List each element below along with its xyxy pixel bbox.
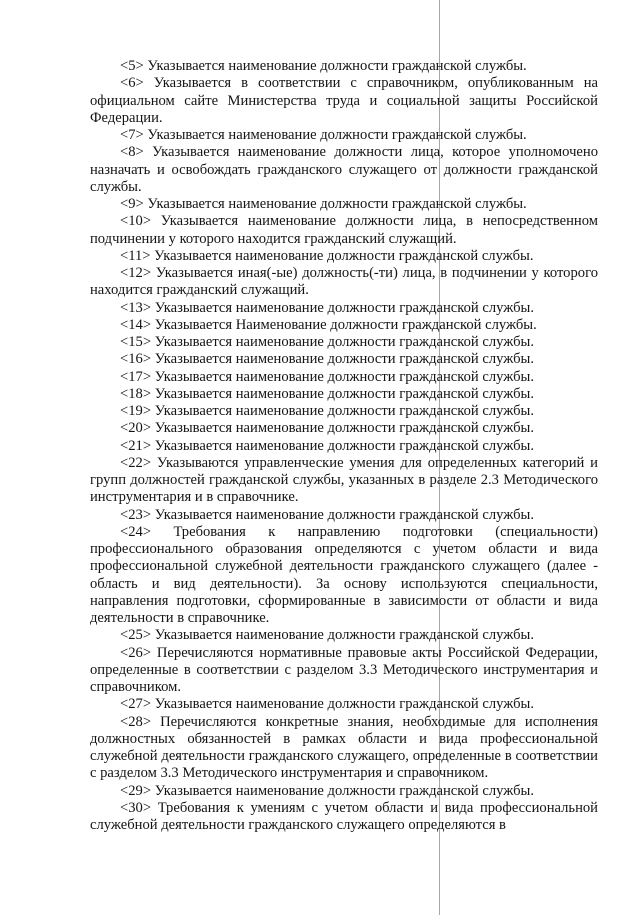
footnote-16: <16> Указывается наименование должности гражданской службы. (120, 351, 535, 368)
footnote-24: <24> Требования к направлению подготовки (специальности) профессионального образования определяются с учетом области и вида профессиональной служебной деятельности гражданского служащего (далее - область и вид деятельности). За основу используются специальности, направления подготовки, сформированные в зависимости от области и вида деятельности в справочнике. (90, 523, 598, 626)
footnote-10: <10> Указывается наименование должности лица, в непосредственном подчинении у которого находится гражданский служащий. (90, 213, 598, 247)
footnote-26: <26> Перечисляются нормативные правовые акты Российской Федерации, определенные в соответствии с разделом 3.3 Методического инструментария и справочником. (90, 644, 598, 695)
footnote-14: <14> Указывается Наименование должности гражданской службы. (120, 316, 537, 333)
footnote-30: <30> Требования к умениям с учетом области и вида профессиональной служебной деятельности гражданского служащего определяются в (90, 799, 598, 833)
footnote-13: <13> Указывается наименование должности гражданской службы. (120, 299, 535, 316)
footnote-8: <8> Указывается наименование должности лица, которое уполномочено назначать и освобождать гражданского служащего от должности гражданской службы. (90, 144, 598, 195)
footnote-23: <23> Указывается наименование должности гражданской службы. (120, 506, 535, 523)
footnote-12: <12> Указывается иная(-ые) должность(-ти) лица, в подчинении у которого находится гражданский служащий. (90, 265, 598, 299)
footnote-18: <18> Указывается наименование должности гражданской службы. (120, 385, 535, 402)
footnote-9: <9> Указывается наименование должности гражданской службы. (120, 196, 527, 212)
footnote-20: <20> Указывается наименование должности гражданской службы. (120, 420, 535, 437)
footnote-17: <17> Указывается наименование должности гражданской службы. (120, 368, 535, 385)
footnote-28: <28> Перечисляются конкретные знания, необходимые для исполнения должностных обязанностей в рамках области и вида профессиональной служебной деятельности гражданского служащего, определенные в соответствии с разделом 3.3 Методического инструментария и справочником. (90, 713, 598, 782)
footnotes-body (90, 58, 598, 834)
footnote-11: <11> Указывается наименование должности гражданской службы. (120, 247, 534, 264)
footnote-21: <21> Указывается наименование должности гражданской службы. (120, 437, 535, 454)
footnote-29: <29> Указывается наименование должности гражданской службы. (120, 782, 535, 799)
footnote-6: <6> Указывается в соответствии с справочником, опубликованным на официальном сайте Министерства труда и социальной защиты Российской Федерации. (90, 75, 598, 126)
footnote-25: <25> Указывается наименование должности гражданской службы. (120, 627, 535, 644)
footnote-27: <27> Указывается наименование должности гражданской службы. (120, 696, 535, 713)
footnote-5: <5> Указывается наименование должности гражданской службы. (120, 58, 527, 74)
footnote-22: <22> Указываются управленческие умения для определенных категорий и групп должностей гражданской службы, указанных в разделе 2.3 Методического инструментария и в справочнике. (90, 454, 598, 506)
footnote-7: <7> Указывается наименование должности гражданской службы. (120, 127, 527, 143)
footnote-19: <19> Указывается наименование должности гражданской службы. (120, 403, 535, 419)
footnote-15: <15> Указывается наименование должности гражданской службы. (120, 334, 535, 350)
